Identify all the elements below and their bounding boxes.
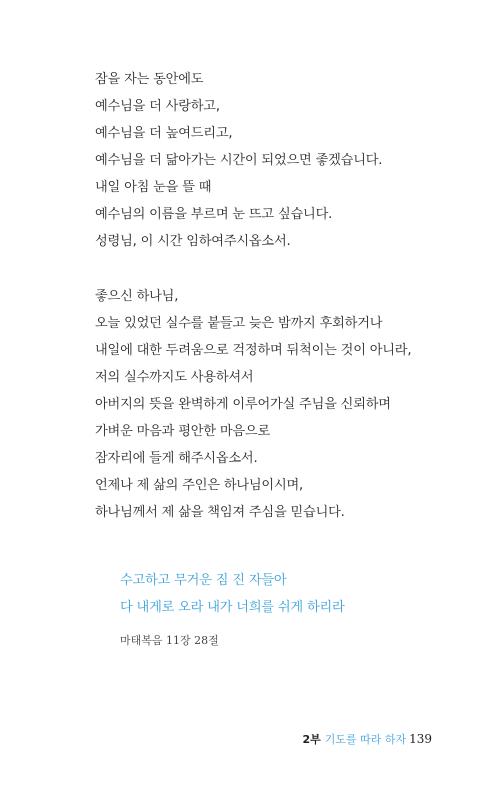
prayer-line: 내일에 대한 두려움으로 걱정하며 뒤척이는 것이 아니라, xyxy=(95,343,412,358)
prayer-line: 아버지의 뜻을 완벽하게 이루어가실 주님을 신뢰하며 xyxy=(95,397,391,412)
scripture-citation: 마태복음 11장 28절 xyxy=(120,634,219,647)
prayer-line: 잠을 자는 동안에도 xyxy=(95,72,204,87)
scripture-verse-line: 다 내게로 오라 내가 너희를 쉬게 하리라 xyxy=(120,600,345,615)
page-number: 139 xyxy=(409,732,432,746)
prayer-line: 예수님을 더 닮아가는 시간이 되었으면 좋겠습니다. xyxy=(95,153,383,168)
prayer-line: 예수님의 이름을 부르며 눈 뜨고 싶습니다. xyxy=(95,207,333,222)
footer-chapter-title: 기도를 따라 하자 xyxy=(324,733,407,746)
prayer-line: 예수님을 더 높여드리고, xyxy=(95,126,233,141)
prayer-line: 하나님께서 제 삶을 책임져 주심을 믿습니다. xyxy=(95,505,345,520)
prayer-line: 언제나 제 삶의 주인은 하나님이시며, xyxy=(95,478,304,493)
prayer-line: 좋으신 하나님, xyxy=(95,289,179,304)
page-footer xyxy=(302,731,432,748)
prayer-line: 잠자리에 들게 해주시옵소서. xyxy=(95,451,258,466)
scripture-quote xyxy=(120,567,480,651)
footer-part-label: 2부 xyxy=(302,733,321,746)
prayer-line: 내일 아침 눈을 뜰 때 xyxy=(95,180,212,195)
prayer-stanza-2 xyxy=(95,283,480,526)
prayer-stanza-1 xyxy=(95,66,480,255)
prayer-line: 예수님을 더 사랑하고, xyxy=(95,99,220,114)
prayer-line: 오늘 있었던 실수를 붙들고 늦은 밤까지 후회하거나 xyxy=(95,316,383,331)
prayer-line: 성령님, 이 시간 임하여주시옵소서. xyxy=(95,234,291,249)
scripture-verse-line: 수고하고 무거운 짐 진 자들아 xyxy=(120,573,287,588)
prayer-line: 가벼운 마음과 평안한 마음으로 xyxy=(95,424,270,439)
prayer-line: 저의 실수까지도 사용하셔서 xyxy=(95,370,254,385)
